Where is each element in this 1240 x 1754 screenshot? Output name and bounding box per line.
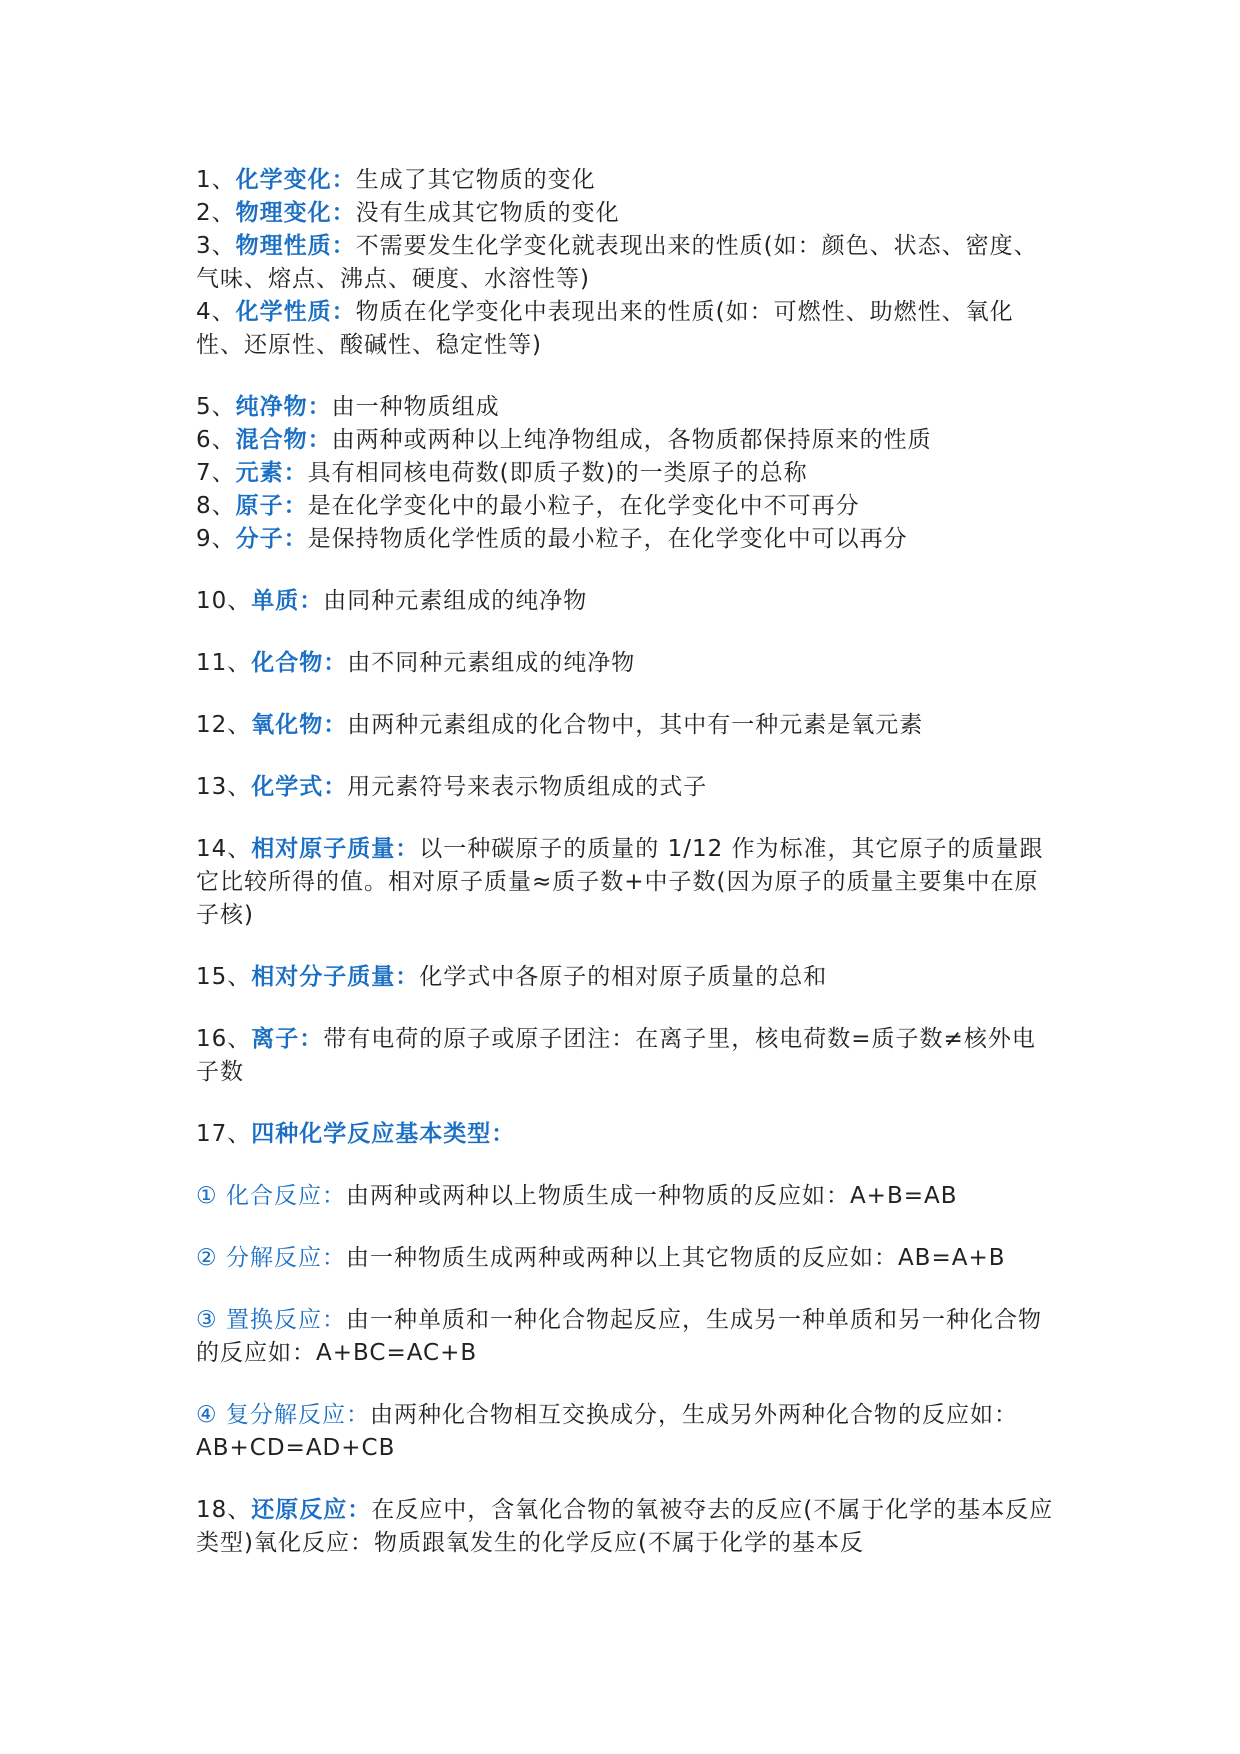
entry-definition: 生成了其它物质的变化	[355, 167, 596, 193]
entry-number: 12、	[196, 712, 252, 738]
entry-18	[196, 1494, 1056, 1560]
entry-term: 复分解反应：	[225, 1402, 370, 1428]
entry-16	[196, 1023, 1056, 1089]
entry-definition: 在反应中，含氧化合物的氧被夺去的反应(不属于化学的基本反应类型)氧化反应：物质跟氧发生的化学反应(不属于化学的基本反	[196, 1497, 1054, 1556]
entry-definition: 化学式中各原子的相对原子质量的总和	[419, 964, 828, 990]
entry-term: 化合反应：	[225, 1183, 346, 1209]
entry-number: 11、	[196, 650, 252, 676]
entry-definition: 以一种碳原子的质量的 1/12 作为标准，其它原子的质量跟它比较所得的值。相对原子质量≈质子数+中子数(因为原子的质量主要集中在原子核)	[196, 836, 1044, 928]
entry-term: 原子：	[235, 493, 308, 519]
entry-term: 分子：	[235, 526, 308, 552]
entry-definition: 带有电荷的原子或原子团注：在离子里，核电荷数=质子数≠核外电子数	[196, 1026, 1036, 1085]
entry-number: 6、	[196, 427, 236, 453]
entry-definition: 由两种或两种以上纯净物组成，各物质都保持原来的性质	[331, 427, 932, 453]
entry-number: 15、	[196, 964, 252, 990]
entry-term: 单质：	[251, 588, 324, 614]
entry-definition: 由同种元素组成的纯净物	[323, 588, 588, 614]
entry-number: 5、	[196, 394, 236, 420]
entry-term: 化合物：	[251, 650, 348, 676]
entry-number: 8、	[196, 493, 236, 519]
reaction-type-3	[196, 1304, 1056, 1370]
entry-term: 分解反应：	[225, 1245, 346, 1271]
entry-term: 还原反应：	[251, 1497, 372, 1523]
circled-number: ③	[196, 1307, 218, 1333]
entry-9	[196, 523, 1056, 556]
entry-1	[196, 164, 1056, 197]
entry-number: 7、	[196, 460, 236, 486]
document-page	[196, 164, 1056, 1560]
entry-6	[196, 424, 1056, 457]
entry-11	[196, 647, 1056, 680]
entry-definition: 没有生成其它物质的变化	[355, 200, 620, 226]
entry-term: 纯净物：	[235, 394, 332, 420]
entry-definition: 用元素符号来表示物质组成的式子	[347, 774, 708, 800]
entry-number: 4、	[196, 299, 236, 325]
entry-3	[196, 230, 1056, 296]
entry-definition: 是在化学变化中的最小粒子，在化学变化中不可再分	[307, 493, 860, 519]
entry-number: 1、	[196, 167, 236, 193]
entry-term: 四种化学反应基本类型：	[251, 1121, 516, 1147]
entry-definition: 由两种化合物相互交换成分，生成另外两种化合物的反应如：AB+CD=AD+CB	[196, 1402, 1018, 1461]
reaction-type-4	[196, 1399, 1056, 1465]
entry-definition: 由一种物质组成	[331, 394, 500, 420]
entry-number: 3、	[196, 233, 236, 259]
entry-13	[196, 771, 1056, 804]
entry-term: 氧化物：	[251, 712, 348, 738]
entry-number: 14、	[196, 836, 252, 862]
entry-number: 16、	[196, 1026, 252, 1052]
entry-7	[196, 457, 1056, 490]
entry-term: 化学变化：	[235, 167, 356, 193]
entry-2	[196, 197, 1056, 230]
entry-definition: 是保持物质化学性质的最小粒子，在化学变化中可以再分	[307, 526, 908, 552]
entry-5	[196, 391, 1056, 424]
reaction-type-2	[196, 1242, 1056, 1275]
entry-term: 元素：	[235, 460, 308, 486]
entry-definition: 由不同种元素组成的纯净物	[347, 650, 636, 676]
entry-number: 2、	[196, 200, 236, 226]
entry-term: 相对原子质量：	[251, 836, 420, 862]
entry-term: 混合物：	[235, 427, 332, 453]
entry-term: 相对分子质量：	[251, 964, 420, 990]
entry-term: 化学式：	[251, 774, 348, 800]
entry-10	[196, 585, 1056, 618]
entry-12	[196, 709, 1056, 742]
entry-definition: 由一种物质生成两种或两种以上其它物质的反应如：AB=A+B	[345, 1245, 1006, 1271]
entry-4	[196, 296, 1056, 362]
entry-term: 物理变化：	[235, 200, 356, 226]
circled-number: ④	[196, 1402, 218, 1428]
entry-term: 离子：	[251, 1026, 324, 1052]
entry-definition: 具有相同核电荷数(即质子数)的一类原子的总称	[307, 460, 808, 486]
entry-definition: 不需要发生化学变化就表现出来的性质(如：颜色、状态、密度、气味、熔点、沸点、硬度、水溶性等)	[196, 233, 1038, 292]
entry-definition: 由一种单质和一种化合物起反应，生成另一种单质和另一种化合物的反应如：A+BC=AC+B	[196, 1307, 1042, 1366]
entry-number: 10、	[196, 588, 252, 614]
circled-number: ①	[196, 1183, 218, 1209]
entry-term: 化学性质：	[235, 299, 356, 325]
entry-17	[196, 1118, 1056, 1151]
entry-term: 物理性质：	[235, 233, 356, 259]
entry-14	[196, 833, 1056, 932]
circled-number: ②	[196, 1245, 218, 1271]
entry-definition: 由两种或两种以上物质生成一种物质的反应如：A+B=AB	[345, 1183, 958, 1209]
entry-term: 置换反应：	[225, 1307, 346, 1333]
entry-definition: 物质在化学变化中表现出来的性质(如：可燃性、助燃性、氧化性、还原性、酸碱性、稳定性等)	[196, 299, 1014, 358]
reaction-type-1	[196, 1180, 1056, 1213]
entry-15	[196, 961, 1056, 994]
entry-number: 13、	[196, 774, 252, 800]
entry-number: 9、	[196, 526, 236, 552]
entry-definition: 由两种元素组成的化合物中，其中有一种元素是氧元素	[347, 712, 924, 738]
entry-8	[196, 490, 1056, 523]
entry-number: 18、	[196, 1497, 252, 1523]
entry-number: 17、	[196, 1121, 252, 1147]
